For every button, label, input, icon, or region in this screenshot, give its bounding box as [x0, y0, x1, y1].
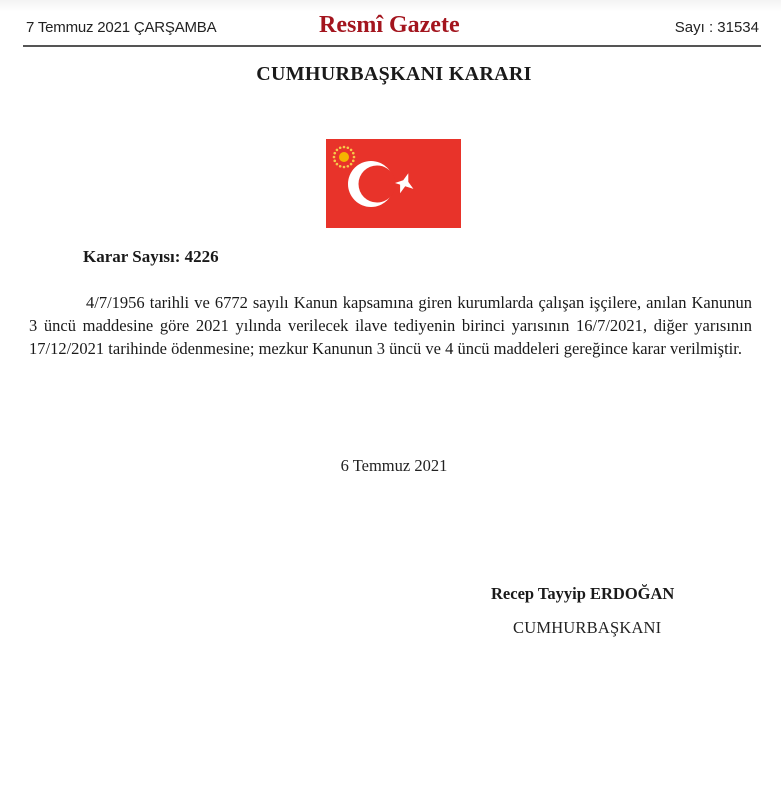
- document-heading: CUMHURBAŞKANI KARARI: [256, 63, 532, 85]
- issue-number: Sayı : 31534: [674, 19, 759, 36]
- publication-date: 7 Temmuz 2021 ÇARŞAMBA: [26, 19, 217, 36]
- decision-number: Karar Sayısı: 4226: [83, 247, 219, 266]
- signer-name: Recep Tayyip ERDOĞAN: [491, 584, 675, 603]
- gazette-header: [23, 12, 761, 44]
- signer-title: CUMHURBAŞKANI: [513, 618, 662, 637]
- signature-date: 6 Temmuz 2021: [340, 456, 448, 475]
- gazette-title: Resmî Gazete: [319, 12, 460, 38]
- header-divider: [23, 45, 761, 47]
- turkish-presidential-flag-icon: [326, 139, 461, 228]
- decision-body-text: 4/7/1956 tarihli ve 6772 sayılı Kanun kapsamına giren kurumlarda çalışan işçilere, anılan Kanunun 3 üncü maddesine göre 2021 yılında verilecek ilave tediyenin birinci yarısının 16/7/2021, diğer yarısının 17/12/2021 tarihinde ödenmesine; mezkur Kanunun 3 üncü ve 4 üncü maddeleri gereğince karar verilmiştir.: [29, 293, 752, 358]
